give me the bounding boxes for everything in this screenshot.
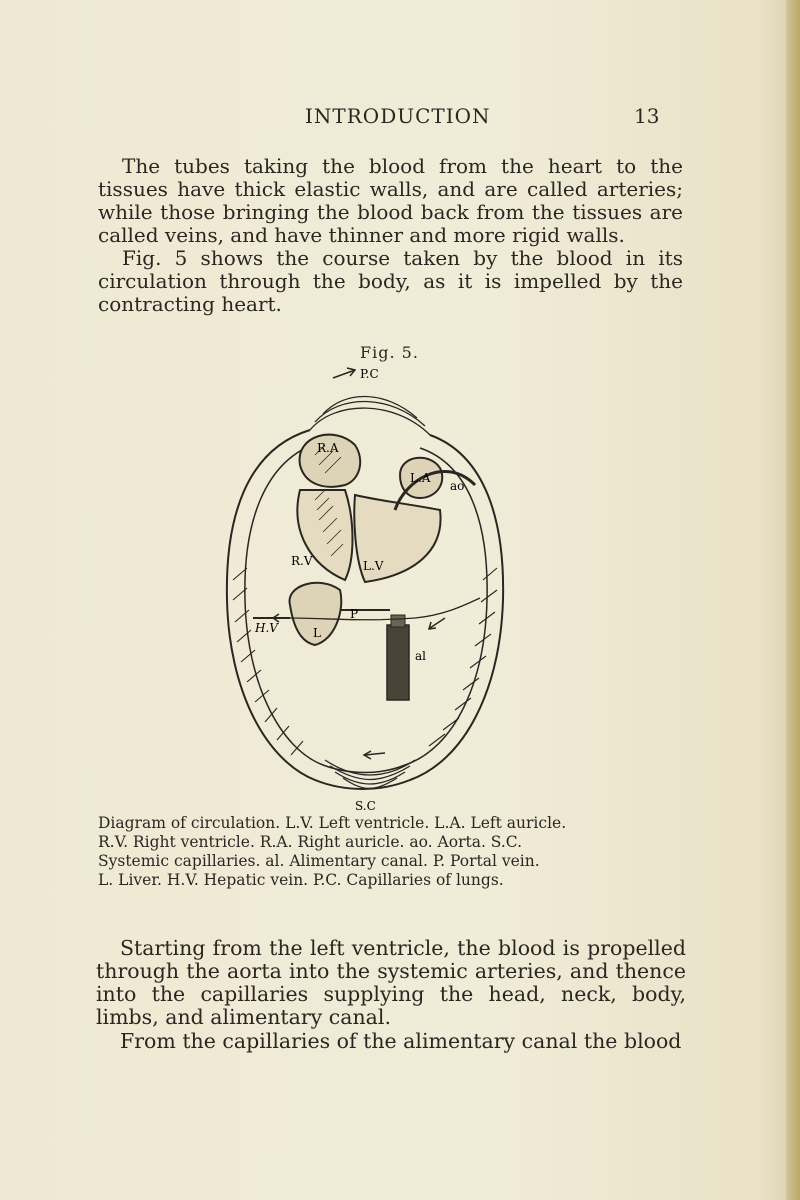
page-edge (786, 0, 800, 1200)
caption-line: L. Liver. H.V. Hepatic vein. P.C. Capillaries of lungs. (98, 871, 504, 889)
running-title: INTRODUCTION (305, 104, 491, 128)
circulation-diagram (215, 360, 515, 810)
page-number: 13 (634, 104, 660, 128)
paragraph-text: Fig. 5 shows the course taken by the blood in its circulation through the body, as it is impelled by the contracting heart. (98, 246, 683, 316)
label-ao: ao (450, 479, 465, 493)
paragraph-fig5-intro (98, 247, 683, 316)
systemic-capillaries (325, 760, 415, 789)
page-header (0, 104, 800, 134)
label-al: al (415, 649, 426, 663)
label-ra: R.A (317, 441, 339, 455)
label-p: P (350, 607, 359, 621)
caption-line: Diagram of circulation. L.V. Left ventricle. L.A. Left auricle. (98, 814, 567, 832)
caption-line: Systemic capillaries. al. Alimentary canal. P. Portal vein. (98, 852, 540, 870)
paragraph-text: Starting from the left ventricle, the blood is propelled through the aorta into the systemic arteries, and thence into the capillaries supplying the head, neck, body, limbs, and alimentary canal. (96, 936, 686, 1029)
label-sc: S.C (355, 799, 376, 810)
paragraph-text: From the capillaries of the alimentary canal the blood (120, 1029, 682, 1053)
label-rv: R.V (291, 554, 313, 568)
figure-label: Fig. 5. (360, 343, 419, 362)
pulmonary-capillaries (310, 396, 430, 435)
label-lv: L.V (363, 559, 384, 573)
label-pc: P.C (360, 367, 379, 381)
caption-line: R.V. Right ventricle. R.A. Right auricle. ao. Aorta. S.C. (98, 833, 523, 851)
paragraph-text: The tubes taking the blood from the heart to the tissues have thick elastic walls, and are called arteries; while those bringing the blood back from the tissues are called veins, and have thinner and more rigid walls. (98, 154, 683, 247)
label-l: L (313, 626, 321, 640)
alimentary-canal (387, 625, 409, 700)
figure-caption (98, 814, 688, 890)
label-hv: H.V (255, 621, 278, 635)
paragraph-arteries-veins (98, 155, 683, 247)
paragraph-left-ventricle (96, 937, 686, 1029)
label-la: L.A (410, 471, 431, 485)
paragraph-alimentary (96, 1030, 686, 1053)
